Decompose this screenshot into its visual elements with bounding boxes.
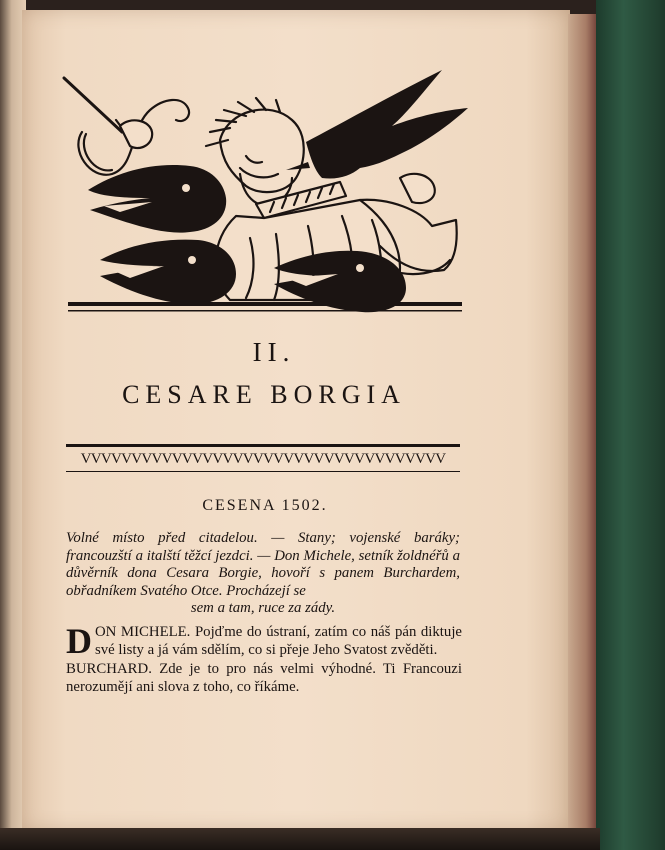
ornament-rule-bottom [66,471,460,472]
bottom-shadow [0,828,600,850]
drop-cap: D [66,621,92,661]
stage-direction [66,530,460,618]
dialogue-paragraph [66,621,462,661]
stage-line: žoldnéřů a důvěrník dona Cesara Borgie, hovoří s panem [66,547,460,581]
ornament-band: VVVVVVVVVVVVVVVVVVVVVVVVVVVVVVVVVVVV [80,451,446,467]
speaker-name: BURCHARD. [66,661,152,677]
woodcut-illustration [60,70,470,318]
chapter-title: CESARE BORGIA [122,380,406,409]
chapter-number: II. [252,337,296,367]
speech-text: Pojďme do ústraní, zatím co náš pán diktuje své listy a já vám sdělím, co si přeje Jeho Svatost zvěděti. [95,624,462,658]
book-cover [596,0,665,850]
ornament-rule-top [66,444,460,447]
speech-text: Zde je to pro nás velmi výhodné. Ti Francouzi nerozumějí ani slova z toho, co říkáme. [66,661,462,695]
stage-line: Burchardem, obřadníkem Svatého Otce. Procházejí se [66,565,460,599]
stage-line: Volné místo před citadelou. — Stany; vojenské baráky; [66,530,460,546]
page-stack-edge [568,14,598,834]
speaker-name: ON MICHELE. [95,624,191,640]
stage-line: sem a tam, ruce za zády. [190,600,336,616]
dialogue [66,621,462,696]
stage-line: francouzští a italští těžcí jezdci. — Don Michele, setník [66,547,394,564]
dialogue-paragraph [66,661,462,696]
scene-place-year: CESENA 1502. [202,497,328,514]
